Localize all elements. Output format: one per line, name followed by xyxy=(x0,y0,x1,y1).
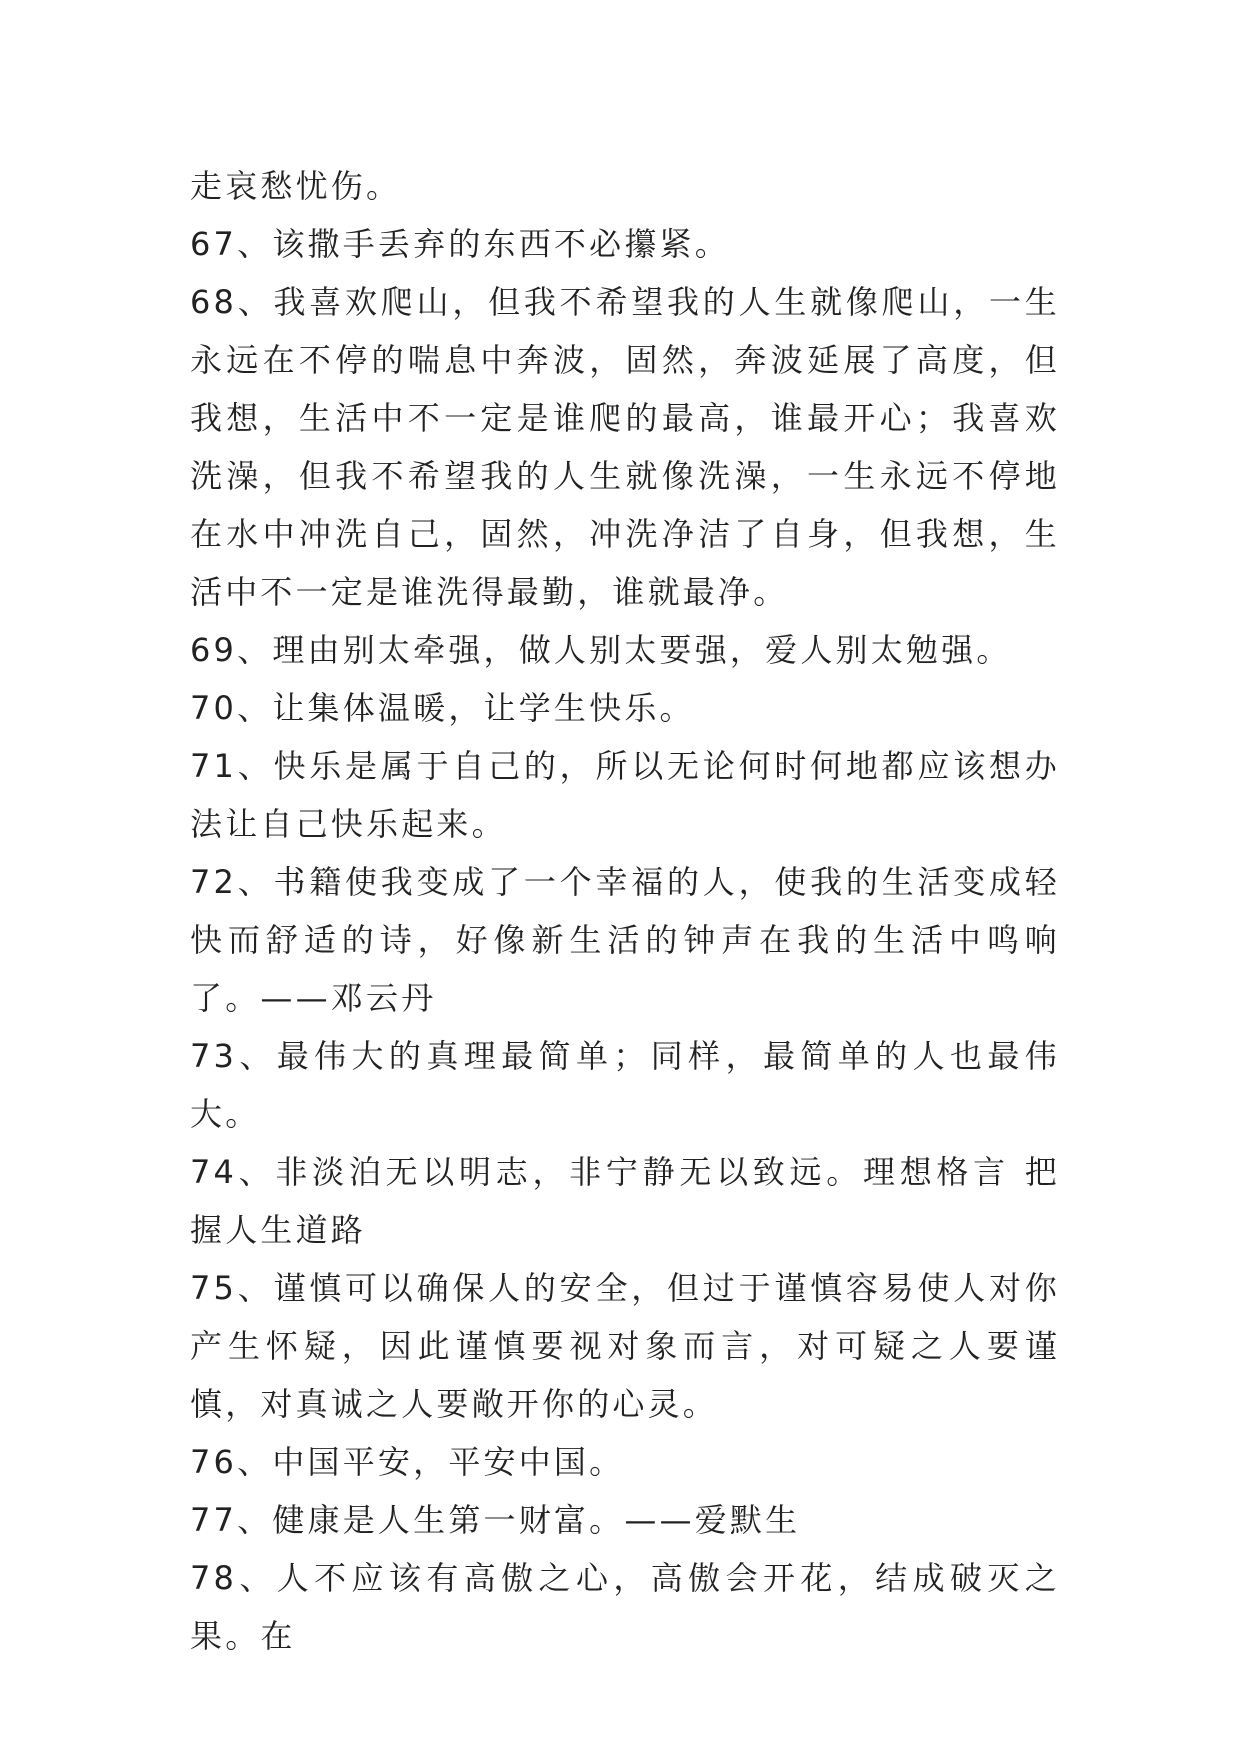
paragraph-73: 73、最伟大的真理最简单；同样，最简单的人也最伟大。 xyxy=(190,1037,1060,1133)
paragraph-68: 68、我喜欢爬山，但我不希望我的人生就像爬山，一生永远在不停的喘息中奔波，固然，奔波延展了高度，但我想，生活中不一定是谁爬的最高，谁最开心；我喜欢洗澡，但我不希望我的人生就像洗澡，一生永远不停地在水中冲洗自己，固然，冲洗净洁了自身，但我想，生活中不一定是谁洗得最勤，谁就最净。 xyxy=(190,283,1060,611)
paragraph-71: 71、快乐是属于自己的，所以无论何时何地都应该想办法让自己快乐起来。 xyxy=(190,747,1060,843)
paragraph-74: 74、非淡泊无以明志，非宁静无以致远。理想格言 把握人生道路 xyxy=(190,1153,1060,1249)
paragraph-67: 67、该撒手丢弃的东西不必攥紧。 xyxy=(190,225,730,263)
paragraph-76: 76、中国平安，平安中国。 xyxy=(190,1443,625,1481)
paragraph-continuation: 走哀愁忧伤。 xyxy=(190,167,402,205)
paragraph-69: 69、理由别太牵强，做人别太要强，爱人别太勉强。 xyxy=(190,631,1012,669)
document-body xyxy=(190,157,1060,1665)
paragraph-77: 77、健康是人生第一财富。——爱默生 xyxy=(190,1501,801,1539)
paragraph-75: 75、谨慎可以确保人的安全，但过于谨慎容易使人对你产生怀疑，因此谨慎要视对象而言，对可疑之人要谨慎，对真诚之人要敞开你的心灵。 xyxy=(190,1269,1060,1423)
paragraph-78: 78、人不应该有高傲之心，高傲会开花，结成破灭之果。在 xyxy=(190,1559,1060,1655)
paragraph-70: 70、让集体温暖，让学生快乐。 xyxy=(190,689,695,727)
paragraph-72: 72、书籍使我变成了一个幸福的人，使我的生活变成轻快而舒适的诗，好像新生活的钟声在我的生活中鸣响了。——邓云丹 xyxy=(190,863,1060,1017)
